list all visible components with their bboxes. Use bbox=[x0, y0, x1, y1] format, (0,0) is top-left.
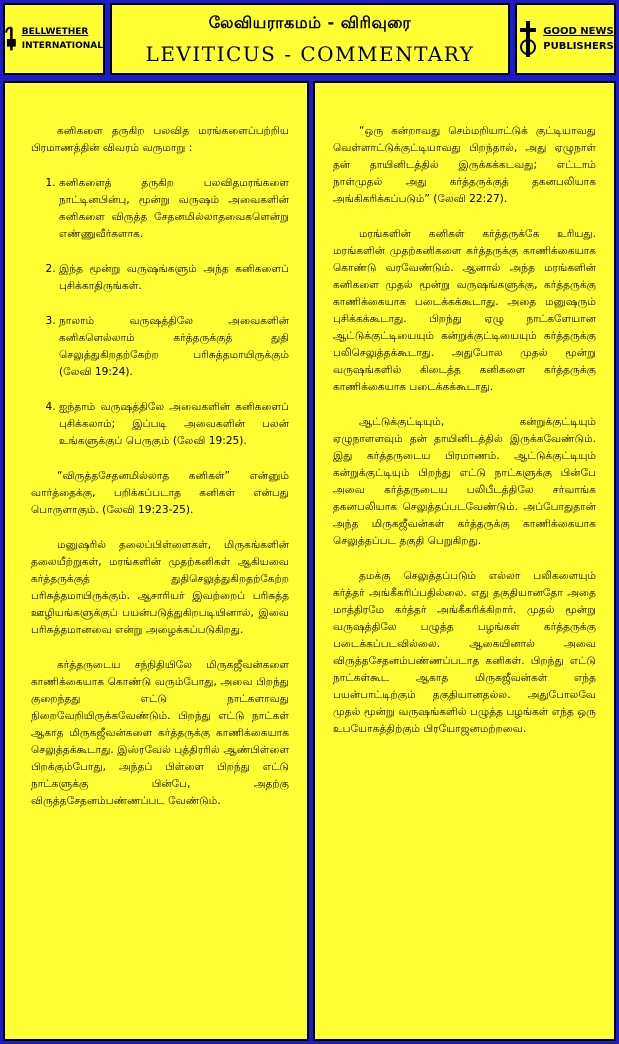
right-column bbox=[313, 81, 616, 1041]
paragraph: மரங்களின் கனிகள் கர்த்தருக்கே உரியது. மரங்களின் முதற்கனிகளை கர்த்தருக்கு காணிக்கையாக கொண்டு வரவேண்டும். ஆனால் அந்த மரங்களின் கனிகளை முதல் மூன்று வருஷங்களுக்கு, கர்த்தருக்கு காணிக்கையாக படைக்கக்கூடாது. அதை மனுஷரும் புசிக்கக்கூடாது. பிறந்து ஏழு நாட்களேயான ஆட்டுக்குட்டியையும் கன்றுக்குட்டியையும் கர்த்தருக்கு பலிசெலுத்தக்கூடாது. அதுபோல முதல் மூன்று வருஷங்களில் கிடைத்த கனிகளை கர்த்தருக்கு காணிக்கையாக படைக்கக்கூடாது. bbox=[333, 228, 596, 393]
title-english: LEVITICUS - COMMENTARY bbox=[145, 42, 475, 66]
left-column bbox=[3, 81, 309, 1041]
paragraph: “ஒரு கன்றாவது செம்மறியாட்டுக் குட்டியாவது வெள்ளாட்டுக்குட்டியாவது பிறந்தால், அது ஏழுநாள் தன் தாயினிடத்தில் இருக்கக்கடவது; எட்டாம் நாள்முதல் அது கர்த்தருக்குத் தகனபலியாக அங்கிகரிக்கப்படும்” (லேவி 22:27). bbox=[333, 125, 596, 205]
shepherd-icon bbox=[5, 19, 18, 59]
logo-right-line2: PUBLISHERS bbox=[543, 41, 614, 52]
paragraph: கர்த்தருடைய சந்நிதியிலே மிருகஜீவன்களை காணிக்கையாக கொண்டு வரும்போது, அவை பிறந்து குறைந்தது எட்டு நாட்களாவது நிறைவேறியிருக்கவேண்டும். பிறந்து எட்டு நாட்கள் ஆகாத மிருகஜீவன்களை கர்த்தருக்கு காணிக்கையாக செலுத்தக்கூடாது. இஸ்ரவேல் புத்திரரில் ஆண்பிள்ளை பிறக்கும்போது, அந்தப் பிள்ளை பிறந்து எட்டு நாட்களுக்கு பின்பே, அதற்கு விருத்தசேதனம்பண்ணப்பட வேண்டும். bbox=[31, 659, 289, 807]
good-news-logo bbox=[515, 3, 616, 75]
logo-left-line2: INTERNATIONAL bbox=[21, 41, 103, 51]
paragraph: மனுஷரில் தலைப்பிள்ளைகள், மிருகங்களின் தலையீற்றுகள், மரங்களின் முதற்கனிகள் ஆகியவை கர்த்தருக்குத் துதிசெலுத்துகிறதற்கேற்ற பரிசுத்தமாயிருக்கும். ஆசாரியர் இவற்றைப் பரிசுத்த ஊழியங்களுக்குப் பயன்படுத்துகிறபடியினால், இவை பரிசுத்தமானவை என்று அழைக்கப்படுகிறது. bbox=[31, 539, 289, 636]
bellwether-logo bbox=[3, 3, 105, 75]
page-header bbox=[110, 3, 510, 75]
list-item: 1. கனிகளைத் தருகிற பலவிதமரங்களை நாட்டினபின்பு, மூன்று வருஷம் அவைகளின் கனிகளை விருத்த சேதனமில்லாதவைகளென்று எண்ணுவீர்களாக. bbox=[59, 175, 289, 243]
intro-paragraph: கனிகளை தருகிற பலவித மரங்களைப்பற்றிய பிரமாணத்தின் விவரம் வருமாறு : bbox=[31, 125, 289, 154]
list-item: 4. ஐந்தாம் வருஷத்திலே அவைகளின் கனிகளைப் புசிக்கலாம்; இப்படி அவைகளின் பலன் உங்களுக்குப் பெருகும் (லேவி 19:25). bbox=[59, 399, 289, 450]
logo-left-line1: BELLWETHER bbox=[21, 27, 89, 37]
paragraph: “விருத்தசேதனமில்லாத கனிகள்” என்னும் வார்த்தைக்கு, பறிக்கப்படாத கனிகள் என்பது பொருளாகும். (லேவி 19:23-25). bbox=[31, 470, 289, 516]
paragraph: தமக்கு செலுத்தப்படும் எல்லா பலிகளையும் கர்த்தர் அங்கீகரிப்பதில்லை. எது தகுதியானதோ அதை மாத்திரமே கர்த்தர் அங்கீகரிக்கிறார். முதல் மூன்று வருஷத்திலே பழுத்த பழங்கள் கர்த்தருக்கு படைக்கப்படவில்லை. ஆகையினால் அவை விருத்தசேதனம்பண்ணப்படாத கனிகள். பிறந்து எட்டு நாட்கள்கூட ஆகாத மிருகஜீவன்கள் எந்த பயன்பாட்டிற்கும் தகுதியானதல்ல. அதுபோலவே முதல் மூன்று வருஷங்களில் பழுத்த பழங்கள் எந்த ஒரு உபயோகத்திற்கும் பிரயோஜனமற்றவை. bbox=[333, 570, 596, 735]
logo-right-line1: GOOD NEWS bbox=[543, 26, 614, 37]
globe-cross-icon bbox=[517, 19, 539, 59]
law-list bbox=[31, 175, 289, 450]
paragraph: ஆட்டுக்குட்டியும், கன்றுக்குட்டியும் ஏழுநாளளவும் தன் தாயினிடத்தில் இருக்கவேண்டும். இது கர்த்தருடைய பிரமாணம். ஆட்டுக்குட்டியும் கன்றுக்குட்டியும் பிறந்து எட்டு நாட்களுக்கு பின்பே அவை கர்த்தருடைய பலிபீடத்திலே சர்வாங்க தகனபலியாக செலுத்தப்படவேண்டும். அப்போதுதான் அந்த மிருகஜீவன்கள் கர்த்தருக்கு காணிக்கையாக செலுத்தப்பட தகுதி பெறுகிறது. bbox=[333, 416, 596, 547]
list-item: 2. இந்த மூன்று வருஷங்களும் அந்த கனிகளைப் புசிக்காதிருங்கள். bbox=[59, 261, 289, 295]
title-tamil: லேவியராகமம் - விரிவுரை bbox=[208, 13, 412, 32]
list-item: 3. நாலாம் வருஷத்திலே அவைகளின் கனிகளெல்லாம் கர்த்தருக்குத் துதி செலுத்துகிறதற்கேற்ற பரிசுத்தமாயிருக்கும் (லேவி 19:24). bbox=[59, 313, 289, 381]
